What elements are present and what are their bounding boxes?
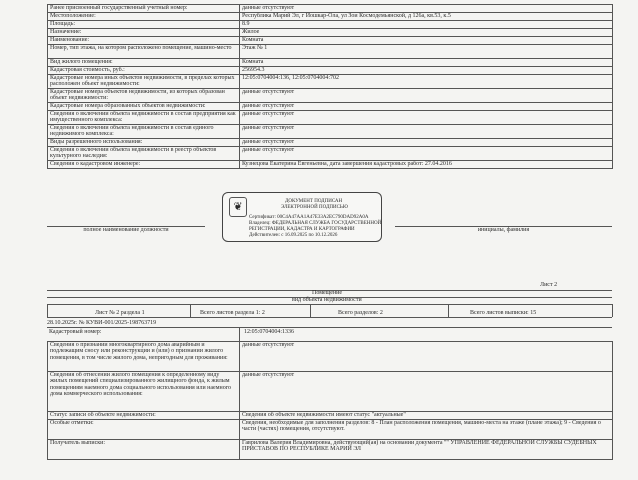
table-row — [48, 37, 613, 45]
row-label: Кадастровые номера иных объектов недвижимости, в пределах которых расположен объект недвижимости: — [48, 75, 240, 89]
table-row — [48, 59, 613, 67]
row-label: Виды разрешенного использования: — [48, 139, 240, 147]
sheet-number: Лист 2 — [540, 282, 558, 288]
row-label: Номер, тип этажа, на котором расположено помещение, машино-место — [48, 45, 240, 59]
table-row — [48, 139, 613, 147]
row-value: Республика Марий Эл, г Йошкар-Ола, ул Зои Космодемьянской, д 126а, кв.53, к.5 — [240, 13, 613, 21]
object-type-caption: вид объекта недвижимости — [292, 297, 362, 303]
table-row — [48, 67, 613, 75]
table-row — [48, 29, 613, 37]
coat-of-arms-icon: ❦ — [229, 197, 247, 217]
signature-position-caption: полное наименование должности — [47, 226, 205, 233]
row-label: Сведения о кадастровом инженере: — [48, 161, 240, 169]
row-value: данные отсутствуют — [240, 103, 613, 111]
row-label: Сведения о включении объекта недвижимости в состав предприятия как имущественного комплекса: — [48, 111, 240, 125]
table-row — [48, 5, 613, 13]
table-row — [48, 372, 613, 412]
stamp-line-4: Владелец: ФЕДЕРАЛЬНАЯ СЛУЖБА ГОСУДАРСТВЕННОЙ — [249, 221, 382, 226]
section2-table — [47, 341, 613, 460]
row-label: Назначение: — [48, 29, 240, 37]
table-row — [48, 103, 613, 111]
signature-name-caption: инициалы, фамилия — [395, 226, 612, 233]
row-value: данные отсутствуют — [240, 89, 613, 103]
sheet-of-section: Лист № 2 раздела 1 — [95, 310, 145, 316]
section1-table — [47, 4, 613, 169]
row-label: Вид жилого помещения: — [48, 59, 240, 67]
row-value: данные отсутствуют — [240, 5, 613, 13]
table-row — [48, 45, 613, 59]
row-value: данные отсутствуют — [240, 139, 613, 147]
table-row — [48, 440, 613, 460]
row-label: Сведения о признании многоквартирного дома аварийным и подлежащим сносу или реконструкции и (или) о признании жилого помещения, в том числе жилого дома, непригодным для проживания: — [48, 342, 240, 372]
row-label: Кадастровые номера образованных объектов недвижимости: — [48, 103, 240, 111]
row-label: Сведения об отнесении жилого помещения к определенному виду жилых помещений специализированного жилищного фонда, к жилым помещениям наемного дома социального использования или наемного дома коммерческого использования: — [48, 372, 240, 412]
stamp-line-2: ЭЛЕКТРОННОЙ ПОДПИСЬЮ — [281, 205, 348, 210]
stamp-line-3: Сертификат: 00C4A47AA1A47E33A2EC790DAD92A0A — [249, 215, 369, 220]
table-row — [48, 75, 613, 89]
row-value: данные отсутствуют — [240, 372, 613, 412]
row-label: Кадастровые номера объектов недвижимости, из которых образован объект недвижимости: — [48, 89, 240, 103]
row-value: данные отсутствуют — [240, 147, 613, 161]
row-label: Статус записи об объекте недвижимости: — [48, 412, 240, 420]
table-row — [48, 125, 613, 139]
stamp-line-5: РЕГИСТРАЦИИ, КАДАСТРА И КАРТОГРАФИИ — [249, 227, 355, 232]
table-row — [48, 111, 613, 125]
total-sections: Всего разделов: 2 — [338, 310, 383, 316]
row-label: Сведения о включении объекта недвижимости в реестр объектов культурного наследия: — [48, 147, 240, 161]
row-value: Гаврилова Валерия Владимировна, действующий(ая) на основании документа "" УПРАВЛЕНИЕ ФЕДЕРАЛЬНОЙ СЛУЖБЫ СУДЕБНЫХ ПРИСТАВОВ ПО РЕСПУБЛИКЕ МАРИЙ ЭЛ — [240, 440, 613, 460]
row-value: Кузнецова Екатерина Евгеньевна, дата завершения кадастровых работ: 27.04.2016 — [240, 161, 613, 169]
row-value: 8.9 — [240, 21, 613, 29]
row-value: Сведения об объекте недвижимости имеют статус "актуальные" — [240, 412, 613, 420]
row-value: 256954.3 — [240, 67, 613, 75]
table-row — [48, 89, 613, 103]
cadastral-number-value: 12:05:0704004:1336 — [244, 329, 295, 335]
table-row — [48, 420, 613, 440]
row-value: Сведения, необходимые для заполнения разделов: 8 - План расположения помещения, машино-места на этаже (плане этажа); 9 - Сведения о части (частях) помещения, отсутствуют. — [240, 420, 613, 440]
table-row — [48, 342, 613, 372]
row-label: Ранее присвоенный государственный учетный номер: — [48, 5, 240, 13]
row-value: Жилое — [240, 29, 613, 37]
row-label: Площадь: — [48, 21, 240, 29]
row-label: Сведения о включении объекта недвижимости в состав единого недвижимого комплекса: — [48, 125, 240, 139]
cadastral-number-label: Кадастровый номер: — [49, 329, 102, 335]
table-row — [48, 13, 613, 21]
row-label: Получатель выписки: — [48, 440, 240, 460]
electronic-signature-stamp — [222, 192, 382, 242]
extract-date-number: 28.10.2025г. № КУВИ-001/2025-198763719 — [47, 320, 157, 326]
table-row — [48, 21, 613, 29]
row-value: Комната — [240, 59, 613, 67]
table-row — [48, 147, 613, 161]
total-sheets-section: Всего листов раздела 1: 2 — [200, 310, 265, 316]
stamp-line-6: Действителен: с 16.09.2025 по 10.12.2026 — [249, 233, 338, 238]
row-value: данные отсутствуют — [240, 111, 613, 125]
row-value: Комната — [240, 37, 613, 45]
object-type: Помещение — [312, 290, 343, 296]
row-value: Этаж № 1 — [240, 45, 613, 59]
row-label: Особые отметки: — [48, 420, 240, 440]
row-label: Кадастровая стоимость, руб.: — [48, 67, 240, 75]
row-label: Наименование: — [48, 37, 240, 45]
stamp-line-1: ДОКУМЕНТ ПОДПИСАН — [285, 199, 343, 204]
table-row — [48, 161, 613, 169]
table-row — [48, 412, 613, 420]
total-sheets: Всего листов выписки: 15 — [470, 310, 537, 316]
row-value: данные отсутствуют — [240, 342, 613, 372]
row-label: Местоположение: — [48, 13, 240, 21]
row-value: данные отсутствуют — [240, 125, 613, 139]
row-value: 12:05:0704004:136, 12:05:0704004:702 — [240, 75, 613, 89]
